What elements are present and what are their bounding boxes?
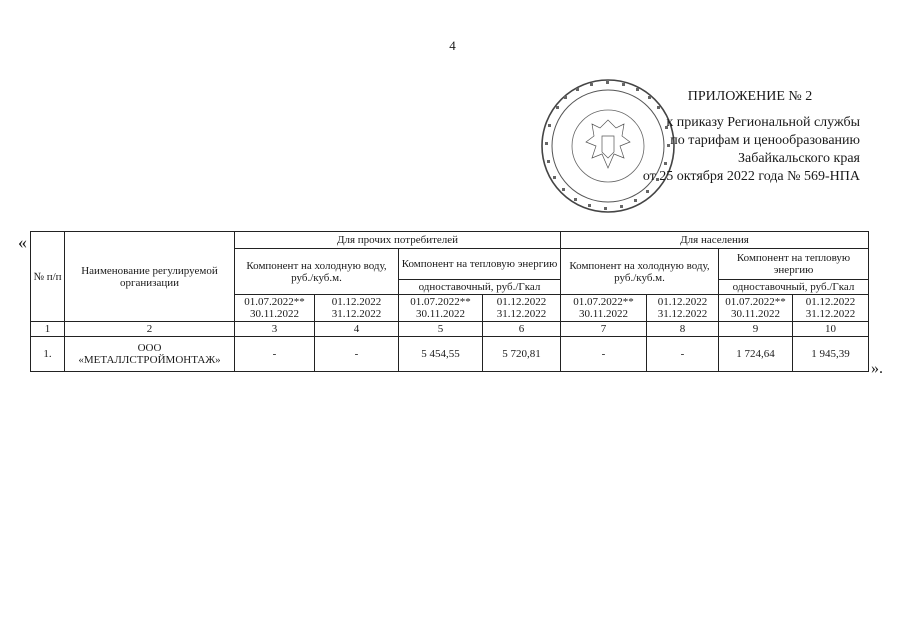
appendix-line: к приказу Региональной службы bbox=[666, 115, 860, 130]
row-value: 5 720,81 bbox=[483, 337, 561, 372]
header-period: 01.07.2022** 30.11.2022 bbox=[561, 295, 647, 322]
header-period: 01.07.2022** 30.11.2022 bbox=[719, 295, 793, 322]
row-value: - bbox=[315, 337, 399, 372]
header-period: 01.12.2022 31.12.2022 bbox=[483, 295, 561, 322]
header-cold-water: Компонент на холодную воду, руб./куб.м. bbox=[561, 249, 719, 295]
appendix-title: ПРИЛОЖЕНИЕ № 2 bbox=[687, 89, 813, 104]
column-index: 1 bbox=[31, 322, 65, 337]
column-index: 5 bbox=[399, 322, 483, 337]
appendix-line: по тарифам и ценообразованию bbox=[670, 133, 860, 148]
column-index: 7 bbox=[561, 322, 647, 337]
header-period: 01.12.2022 31.12.2022 bbox=[647, 295, 719, 322]
header-org: Наименование регулируемой организации bbox=[65, 232, 235, 322]
header-period: 01.07.2022** 30.11.2022 bbox=[399, 295, 483, 322]
header-heat: Компонент на тепловую энергию bbox=[719, 249, 869, 280]
column-index: 6 bbox=[483, 322, 561, 337]
row-value: - bbox=[235, 337, 315, 372]
opening-quote: « bbox=[18, 232, 27, 252]
column-index: 2 bbox=[65, 322, 235, 337]
header-period: 01.12.2022 31.12.2022 bbox=[315, 295, 399, 322]
row-value: 1 724,64 bbox=[719, 337, 793, 372]
appendix-line: от 25 октября 2022 года № 569-НПА bbox=[642, 169, 860, 184]
header-heat: Компонент на тепловую энергию bbox=[399, 249, 561, 280]
tariff-table bbox=[30, 231, 869, 372]
header-group-other: Для прочих потребителей bbox=[235, 232, 561, 249]
closing-quote: ». bbox=[871, 360, 883, 377]
appendix-header bbox=[600, 88, 860, 186]
row-value: - bbox=[561, 337, 647, 372]
header-group-population: Для населения bbox=[561, 232, 869, 249]
row-num: 1. bbox=[31, 337, 65, 372]
header-single-rate: одноставочный, руб./Гкал bbox=[719, 280, 869, 295]
column-index: 9 bbox=[719, 322, 793, 337]
appendix-line: Забайкальского края bbox=[737, 151, 860, 166]
header-period: 01.07.2022** 30.11.2022 bbox=[235, 295, 315, 322]
row-value: 1 945,39 bbox=[793, 337, 869, 372]
header-cold-water: Компонент на холодную воду, руб./куб.м. bbox=[235, 249, 399, 295]
row-value: 5 454,55 bbox=[399, 337, 483, 372]
header-num: № п/п bbox=[31, 232, 65, 322]
row-value: - bbox=[647, 337, 719, 372]
table-row bbox=[31, 337, 869, 372]
page-number: 4 bbox=[449, 38, 456, 53]
row-org: ООО «МЕТАЛЛСТРОЙМОНТАЖ» bbox=[65, 337, 235, 372]
column-index-row bbox=[31, 322, 869, 337]
column-index: 3 bbox=[235, 322, 315, 337]
column-index: 8 bbox=[647, 322, 719, 337]
column-index: 4 bbox=[315, 322, 399, 337]
header-period: 01.12.2022 31.12.2022 bbox=[793, 295, 869, 322]
header-single-rate: одноставочный, руб./Гкал bbox=[399, 280, 561, 295]
column-index: 10 bbox=[793, 322, 869, 337]
